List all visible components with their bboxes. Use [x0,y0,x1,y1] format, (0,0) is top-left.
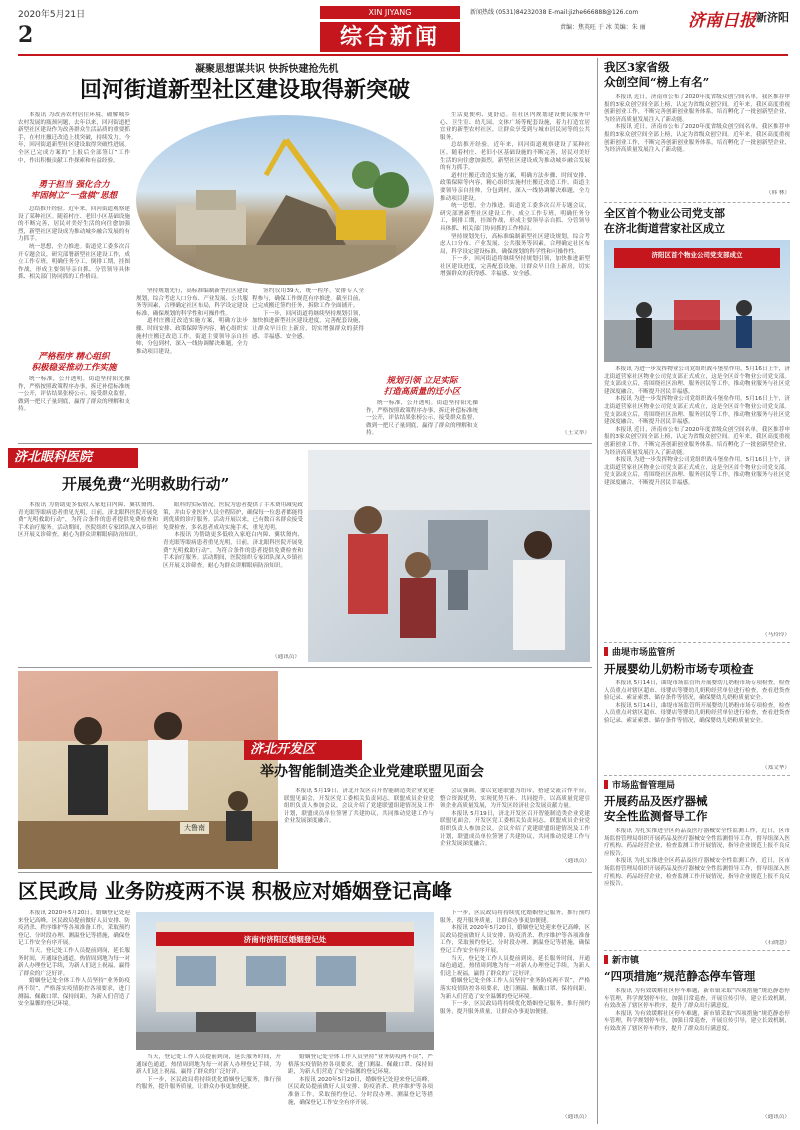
sidebar-section-2: 市场监督管理局 [604,780,675,792]
story3-byline: （通讯员） [562,858,590,864]
divider-2 [18,667,592,668]
story2-byline: （通讯员） [272,654,300,660]
story1-col1-mid: 总结推开经验。近年来，回河街道观察建设了某种社区。随着村庄、老旧小区基础设施的不断完善，居民对美好生活的向往愈加强烈，新型社区建设成为推动城乡融合发展的有力抓手。 统一思想，全力推进。街道党工委多次召开专题会议，研究部署新型社区建设工作，成立工作专班，明确任务分工，倒排工期，挂图作战，形成主要领导亲自抓、分管领导具体抓、相关部门协同抓的工作格局。 [18,206,130,281]
office-building-illustration [136,912,434,1050]
story4-col1: 本报讯 2020年5月20日，婚姻登记处迎来登记高峰，区民政局提前做好人员安排、防疫消杀、秩序维护等各项准备工作，采取预约登记、分时段办理、测温登记等措施，确保登记工作安全有序开展。 当天，登记处工作人员提前到岗，延长服务时间，开通绿色通道，热情周到地为每一对新人办理登记手续，为新人们送上祝福，赢得了群众的广泛好评。 婚姻登记处全体工作人员坚持“业务防疫两不误”，严格落实疫情防控各项要求，进门测温、佩戴口罩、保持间距，为新人们营造了安全温馨的登记环境。 [18,910,130,1008]
divider-1 [18,443,592,444]
eye-clinic-photo [308,450,590,662]
sidebar-div-3 [604,775,790,776]
story1-kicker: 凝聚思想谋共识 快拆快建抢先机 [195,64,339,75]
sidebar-s5-byline: （通讯员） [762,1114,790,1120]
excavator-illustration [136,115,434,285]
sidebar-s5-headline: “四项措施”规范静态停车管理 [604,969,756,983]
story1-caption: 规划引领 立足实际 打造高质量的迁小区 [383,376,461,397]
story1-subhead2: 严格程序 精心组织 积极稳妥推动工作实施 [31,352,117,373]
sidebar-div-2 [604,642,790,643]
story3-col2: 会议强调，要以党建联盟为纽带，搭建交流合作平台，整合资源优势，实现优势互补、共同提升，以高质量党建引领企业高质量发展，为开发区经济社会发展贡献力量。 本报讯 5月19日，济北开发区召开智能制造类企业党建联盟见面会，开发区党工委相关负责同志，联盟成员企业党组织负责人参加会议。会议介绍了党建联盟组建情况及工作计划，联盟成员单位签署了共建协议，共同推动党建工作与企业发展深度融合。 [440,788,590,848]
sidebar-s4-headline: 开展药品及医疗器械 安全性监测督导工作 [604,794,708,823]
sidebar-divider [597,58,598,1124]
logo-black: 新济阳 [756,11,789,24]
sidebar-s3-headline: 开展婴幼儿奶粉市场专项检查 [604,662,754,676]
story1-headline: 回河街道新型社区建设取得新突破 [80,77,411,103]
story4-col4: 下一步，区民政局将持续优化婚姻登记服务，推行预约服务，提升服务质量，让群众办事更加便捷。 本报讯 2020年5月20日，婚姻登记处迎来登记高峰，区民政局提前做好人员安排、防疫消杀、秩序维护等各项准备工作，采取预约登记、分时段办理、测温登记等措施，确保登记工作安全有序开展。 当天，登记处工作人员提前到岗，延长服务时间，开通绿色通道，热情周到地为每一对新人办理登记手续，为新人们送上祝福，赢得了群众的广泛好评。 婚姻登记处全体工作人员坚持“业务防疫两不误”，严格落实疫情防控各项要求，进门测温、佩戴口罩、保持间距，为新人们营造了安全温馨的登记环境。 下一步，区民政局将持续优化婚姻登记服务，推行预约服务，提升服务质量，让群众办事更加便捷。 [440,910,590,1015]
issue-date: 2020年5月21日 [18,10,86,20]
alliance-meeting-photo [18,671,278,869]
story3-photo-sign: 大鲁南 [180,822,209,834]
story3-col1: 本报讯 5月19日，济北开发区召开智能制造类企业党建联盟见面会，开发区党工委相关负责同志，联盟成员企业党组织负责人参加会议。会议介绍了党建联盟组建情况及工作计划，联盟成员单位签署了共建协议，共同推动党建工作与企业发展深度融合。 [284,788,434,825]
story1-col1-top: 本报讯 为改善农村居住环境、破解城乡农村发展的瓶颈问题，去年以来，回河街道把新型社区建设作为改善群众生活品质的重要抓手，在村庄撤迁改造上找突破，持续发力。今年，回河街道新型社区建设取得突破性进展。全区已完成方案的“上报后全部签订”工作中，作出积极贡献工作探索和有益经验。 [18,112,130,164]
story4-col2: 当天，登记处工作人员提前到岗，延长服务时间，开通绿色通道，热情周到地为每一对新人办理登记手续，为新人们送上祝福，赢得了群众的广泛好评。 下一步，区民政局将持续优化婚姻登记服务，推行预约服务，提升服务质量，让群众办事更加便捷。 [136,1054,281,1091]
party-branch-photo-banner: 济阳区首个物业公司党支部成立 [651,251,743,259]
sidebar-s1-headline: 我区3家省级 众创空间“榜上有名” [604,60,710,89]
story1-col4-tail: 统一标准，公开透明。街道坚持阳光操作，严格按照政策程序办事，拆迁补偿标准统一公开，评估结果张榜公示，接受群众监督，做到一把尺子量到底，赢得了群众的理解和支持。 [366,400,478,436]
sidebar-s1-byline: （韩 林） [765,190,790,196]
editors-line: 责编：焦英旺 于 冰 美编：朱 丽 [560,24,646,31]
masthead-rule [18,54,788,56]
story1-col3: 签约仅用39天，统一程序，安排专人全程参与，确保工作规范有序推进。截至目前，已完成搬迁签约任务，拆除工作全面铺开。 下一步，回河街道将继续坚持规划引领，加快推进新型社区建设进度，完善配套设施，让群众早日住上新房，切实增强群众的获得感、幸福感、安全感。 [252,288,364,340]
story4-col3: 婚姻登记处全体工作人员坚持“业务防疫两不误”，严格落实疫情防控各项要求，进门测温、佩戴口罩、保持间距，为新人们营造了安全温馨的登记环境。 本报讯 2020年5月20日，婚姻登记处迎来登记高峰，区民政局提前做好人员安排、防疫消杀、秩序维护等各项准备工作，采取预约登记、分时段办理、测温登记等措施，确保登记工作安全有序开展。 [288,1054,433,1106]
story3-headline: 举办智能制造类企业党建联盟见面会 [260,764,484,780]
story1-col1-bottom: 统一标准，公开透明。街道坚持阳光操作，严格按照政策程序办事，拆迁补偿标准统一公开，评估结果张榜公示，接受群众监督，做到一把尺子量到底，赢得了群众的理解和支持。 [18,376,130,413]
page-number: 2 [18,22,34,48]
story1-subhead1: 勇于担当 强化合力 牢固树立“一盘棋”思想 [30,180,118,201]
meeting-illustration [18,671,278,869]
story2-col2: 眼科的实际情况，医院为患者提供了手术费用减免政策，并由专业医护人员全程陪护，确保每一位患者都能得到优质的诊疗服务。活动开展以来，已有数百名群众接受免费检查，多名患者成功实施手术，重见光明。 本报讯 为帮助更多低收入家庭白内障、翼状胬肉、青光眼等眼病患者重见光明，日前，济北眼科医院开展免费“光明救助行动”，为符合条件的患者提供免费检查和手术治疗服务。活动期间，医院组织专家团队深入乡镇社区开展义诊筛查，耐心为群众讲解眼病防治知识。 [163,502,303,569]
sidebar-s4-text: 本报讯 为扎实推进全区药品及医疗器械安全性监测工作，近日，区市场监督管理局组织开展药品及医疗器械安全性监测督导工作，督导组深入医疗机构、药品经营企业，检查监测工作开展情况，指导企业规范上报不良反应报告。 本报讯 为扎实推进全区药品及医疗器械安全性监测工作，近日，区市场监督管理局组织开展药品及医疗器械安全性监测督导工作，督导组深入医疗机构、药品经营企业，检查监测工作开展情况，指导企业规范上报不良反应报告。 [604,828,790,888]
sidebar-s2-byline: （马玲玲） [762,632,790,638]
story4-byline: （通讯员） [562,1114,590,1120]
divider-3 [18,872,592,873]
marriage-office-photo [136,912,434,1050]
pinyin-bar: XIN JIYANG [320,6,460,19]
section-banner: 综合新闻 [320,22,460,52]
sidebar-section-1: 曲堤市场监管所 [604,647,675,659]
story2-banner: 济北眼科医院 [8,448,138,468]
sidebar-s2-text: 本报讯 为进一步发挥物业公司党组织战斗堡垒作用，5月16日上午，济北街道营家社区物业公司党支部正式成立，这是全区首个物业公司党支部。党支部成立后，将围绕社区治理、服务居民等工作，推动物业服务与社区党建深度融合，不断提升居民幸福感。 本报讯 为进一步发挥物业公司党组织战斗堡垒作用，5月16日上午，济北街道营家社区物业公司党支部正式成立，这是全区首个物业公司党支部。党支部成立后，将围绕社区治理、服务居民等工作，推动物业服务与社区党建深度融合，不断提升居民幸福感。 本报讯 近日，济南市公布了2020年度省级众创空间名单，我区推荐申报的3家众创空间全部上榜，认定为省级众创空间。近年来，我区高度重视创新创业工作，不断完善创新创业服务体系，培育孵化了一批创新型企业，为经济高质量发展注入了新动能。 本报讯 为进一步发挥物业公司党组织战斗堡垒作用，5月16日上午，济北街道营家社区物业公司党支部正式成立，这是全区首个物业公司党支部。党支部成立后，将围绕社区治理、服务居民等工作，推动物业服务与社区党建深度融合，不断提升居民幸福感。 [604,366,790,486]
sidebar-s3-text: 本报讯 5月14日，曲堤市场监管所开展婴幼儿奶粉市场专项检查，检查人员重点对辖区超市、母婴店等婴幼儿奶粉经营单位进行检查，查看进货查验记录、索证索票、储存条件等情况，确保婴幼儿奶粉质量安全。 本报讯 5月14日，曲堤市场监管所开展婴幼儿奶粉市场专项检查，检查人员重点对辖区超市、母婴店等婴幼儿奶粉经营单位进行检查，查看进货查验记录、索证索票、储存条件等情况，确保婴幼儿奶粉质量安全。 [604,680,790,724]
story3-banner: 济北开发区 [244,740,362,760]
sidebar-s5-text: 本报讯 为有效缓解社区停车难题，新市镇采取“四项措施”规范静态停车管理，科学规划停车位，加强日常巡查，开展宣传引导，建立长效机制，有效改善了辖区停车秩序，提升了群众出行满意度。 本报讯 为有效缓解社区停车难题，新市镇采取“四项措施”规范静态停车管理，科学规划停车位，加强日常巡查，开展宣传引导，建立长效机制，有效改善了辖区停车秩序，提升了群众出行满意度。 [604,988,790,1032]
eye-exam-illustration [308,450,590,662]
sidebar-div-4 [604,950,790,951]
story1-byline: （王文举） [562,430,590,436]
demolition-photo [136,115,434,285]
sidebar-section-3: 新市镇 [604,955,639,967]
story1-col2: 坚持规划先行，高标准编制新型社区建设规划，综合考虑人口分布、产业发展、公共服务等因素，合理确定社区布局，科学设定建设标准，确保规划的科学性和可操作性。 道村庄搬迁改造实施方案，明确方法步骤、时间安排、政策保障等内容，精心组织实施村庄搬迁改造工作。街道主要领导亲自挂帅，分包到村，深入一线协调解决难题，全力推动项目建设。 [136,288,248,355]
contact-line: 新闻热线 (0531)84232038 E-mail:jizhe666888@126.com [470,9,639,16]
story4-headline: 区民政局 业务防疫两不误 积极应对婚姻登记高峰 [18,879,452,903]
story2-col1: 本报讯 为帮助更多低收入家庭白内障、翼状胬肉、青光眼等眼病患者重见光明，日前，济北眼科医院开展免费“光明救助行动”，为符合条件的患者提供免费检查和手术治疗服务。活动期间，医院组织专家团队深入乡镇社区开展义诊筛查，耐心为群众讲解眼病防治知识。 [18,502,158,539]
sidebar-s1-text: 本报讯 近日，济南市公布了2020年度省级众创空间名单，我区推荐申报的3家众创空间全部上榜，认定为省级众创空间。近年来，我区高度重视创新创业工作，不断完善创新创业服务体系，培育孵化了一批创新型企业，为经济高质量发展注入了新动能。 本报讯 近日，济南市公布了2020年度省级众创空间名单，我区推荐申报的3家众创空间全部上榜，认定为省级众创空间。近年来，我区高度重视创新创业工作，不断完善创新创业服务体系，培育孵化了一批创新型企业，为经济高质量发展注入了新动能。 [604,94,790,154]
sidebar-s4-byline: （石晓慧） [762,940,790,946]
story2-headline: 开展免费“光明救助行动” [62,475,230,493]
story1-col5: 生活更便利、更舒适。在社区内规划建设便民服务中心、卫生室、幼儿园、文体广场等配套设施，着力打造宜居宜业的新型农村社区，让群众享受到与城市居民同等的公共服务。 总结推开经验。近年来，回河街道观察建设了某种社区。随着村庄、老旧小区基础设施的不断完善，居民对美好生活的向往愈加强烈，新型社区建设成为推动城乡融合发展的有力抓手。 道村庄搬迁改造实施方案，明确方法步骤、时间安排、政策保障等内容，精心组织实施村庄搬迁改造工作。街道主要领导亲自挂帅，分包到村，深入一线协调解决难题，全力推动项目建设。 统一思想，全力推进。街道党工委多次召开专题会议，研究部署新型社区建设工作，成立工作专班，明确任务分工，倒排工期，挂图作战，形成主要领导亲自抓、分管领导具体抓、相关部门协同抓的工作格局。 坚持规划先行，高标准编制新型社区建设规划，综合考虑人口分布、产业发展、公共服务等因素，合理确定社区布局，科学设定建设标准，确保规划的科学性和可操作性。 下一步，回河街道将继续坚持规划引领，加快推进新型社区建设进度，完善配套设施，让群众早日住上新房，切实增强群众的获得感、幸福感、安全感。 [440,112,590,278]
logo-red: 济南日报 [688,11,756,31]
sidebar-div-1 [604,202,790,203]
sidebar-s3-byline: （郑文华） [762,765,790,771]
sidebar-s2-headline: 全区首个物业公司党支部 在济北街道营家社区成立 [604,207,725,235]
story4-photo-sign: 济南市济阳区婚姻登记处 [243,935,327,944]
